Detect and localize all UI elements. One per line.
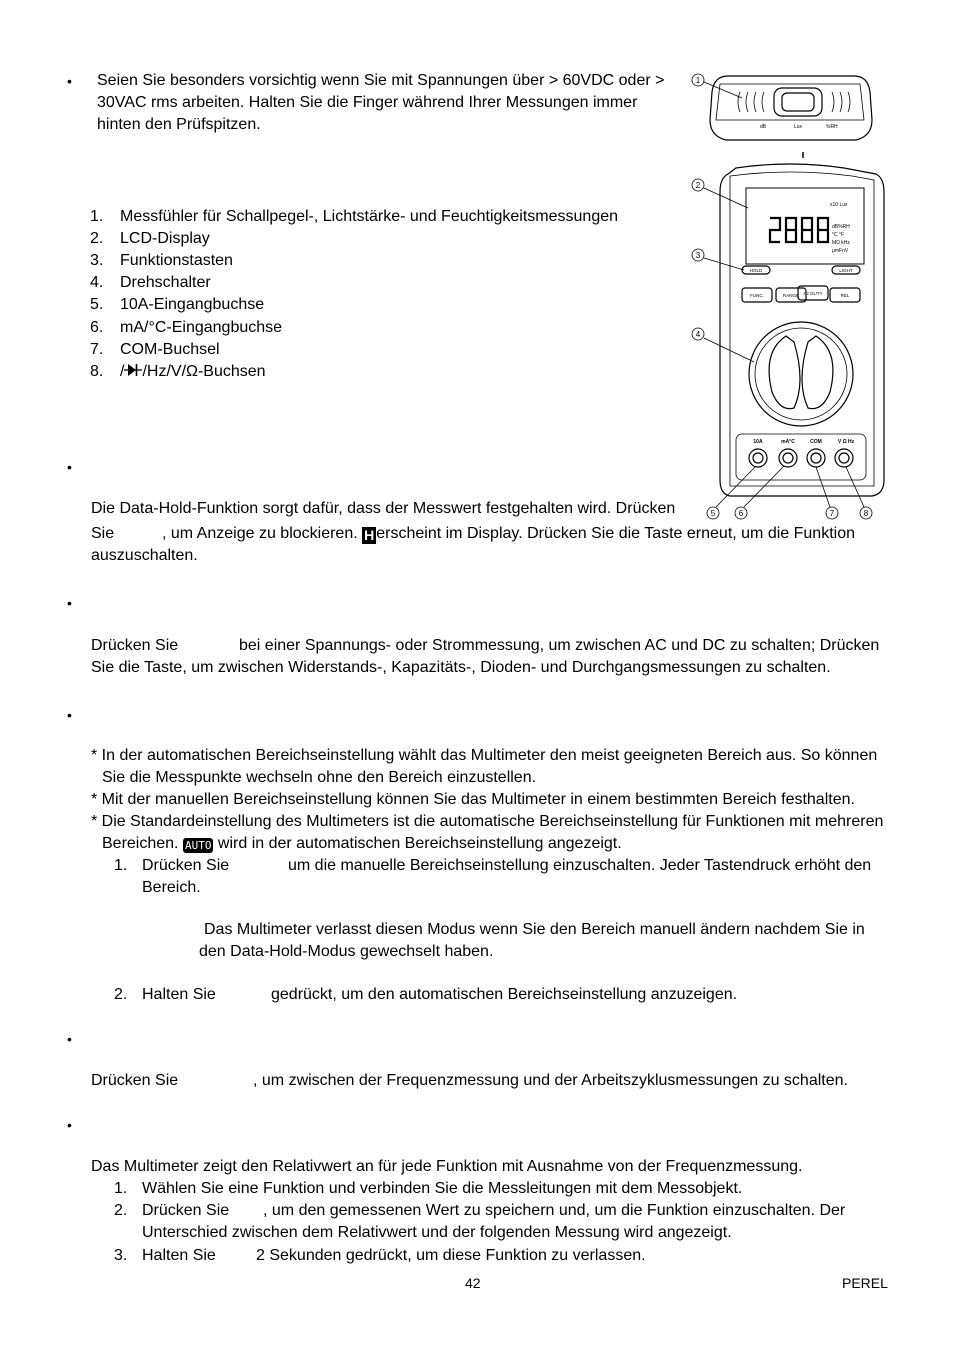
jack-label: V Ω Hz — [837, 439, 855, 445]
rel-step2-b: , um den gemessenen Wert zu speichern und, um die Funktion einzuschalten. Der — [263, 1202, 846, 1219]
callout-4: 4 — [695, 330, 701, 339]
part-number: 8. — [90, 363, 104, 380]
callout-5: 5 — [710, 509, 716, 518]
func-line-1a: Drücken Sie — [91, 637, 179, 654]
callout-2: 2 — [695, 181, 701, 190]
range-step-number: 1. — [114, 857, 128, 874]
range-step1-b: um die manuelle Bereichseinstellung einzuschalten. Jeder Tastendruck erhöht den — [288, 857, 872, 874]
safety-line-3: hinten den Prüfspitzen. — [97, 116, 261, 133]
lcd-unit: dB%RH — [832, 224, 850, 230]
range-c2b: wird in der automatischen Bereichseinstellung angezeigt. — [217, 835, 622, 852]
rel-intro: Das Multimeter zeigt den Relativwert an für jede Funktion mit Ausnahme von der Frequenzmessung. — [91, 1158, 803, 1175]
slash: / — [120, 363, 125, 380]
rel-step3-b: 2 Sekunden gedrückt, um diese Funktion zu verlassen. — [256, 1247, 646, 1264]
button-label: RANGE — [782, 293, 800, 298]
jack-label: mA°C — [781, 439, 795, 445]
range-note-1: Das Multimeter verlasst diesen Modus wenn Sie den Bereich manuell ändern nachdem Sie in — [204, 921, 865, 938]
button-label: REL — [840, 293, 850, 298]
range-line-b1: * Mit der manuellen Bereichseinstellung können Sie das Multimeter in einem bestimmten Bereich festhalten. — [91, 791, 855, 808]
lcd-unit: °C °F — [832, 232, 845, 238]
lcd-digits — [770, 218, 828, 242]
hold-h-symbol: H — [364, 527, 375, 543]
lcd-top-right: x10 Lux — [830, 202, 848, 208]
hz-line-b: , um zwischen der Frequenzmessung und der Arbeitszyklusmessungen zu schalten. — [253, 1072, 848, 1089]
range-c2a: Bereichen. — [102, 835, 179, 852]
auto-symbol: AUTO — [184, 839, 212, 852]
range-line-c1: * Die Standardeinstellung des Multimeters ist die automatische Bereichseinstellung für Funktionen mit mehreren — [91, 813, 884, 830]
bullet: • — [67, 73, 72, 89]
jack-label: COM — [810, 439, 822, 445]
lcd-unit: MΩ kHz — [832, 240, 850, 246]
diode-icon — [124, 363, 142, 377]
rotary-switch — [749, 322, 853, 426]
part-label: Drehschalter — [120, 274, 211, 291]
bullet: • — [67, 707, 72, 723]
range-line-a1: * In der automatischen Bereichseinstellung wählt das Multimeter den meist geeigneten Bereich aus. So können — [91, 747, 878, 764]
part-number: 4. — [90, 274, 104, 291]
jack-v — [835, 449, 853, 467]
part-number: 2. — [90, 230, 104, 247]
rel-step2-c: Unterschied zwischen dem Relativwert und der folgenden Messung wird angezeigt. — [142, 1224, 732, 1241]
jack-com — [807, 449, 825, 467]
part-label: LCD-Display — [120, 230, 210, 247]
footer-brand: PEREL — [842, 1275, 888, 1291]
hold-line-3: auszuschalten. — [91, 547, 198, 564]
multimeter-figure — [676, 62, 900, 522]
bullet: • — [67, 595, 72, 611]
range-step2-a: Halten Sie — [142, 986, 216, 1003]
bullet: • — [67, 459, 72, 475]
part-number: 6. — [90, 319, 104, 336]
sensor-label-db: dB — [760, 124, 767, 130]
part-number: 7. — [90, 341, 104, 358]
part-label-jack — [120, 361, 266, 383]
part-label: mA/°C-Eingangbuchse — [120, 319, 283, 336]
hold-line-1: Die Data-Hold-Funktion sorgt dafür, dass der Messwert festgehalten wird. Drücken — [91, 500, 676, 517]
page-number: 42 — [465, 1275, 481, 1291]
jack-ma — [779, 449, 797, 467]
jack-label: 10A — [753, 439, 763, 445]
rel-step3-a: Halten Sie — [142, 1247, 216, 1264]
callout-1: 1 — [695, 76, 701, 85]
hold-line-2 — [162, 523, 855, 545]
lcd-unit: μmFnV — [832, 248, 849, 254]
part-label: Funktionstasten — [120, 252, 233, 269]
part-number: 3. — [90, 252, 104, 269]
button-label: FUNC. — [750, 293, 764, 298]
callout-8: 8 — [863, 509, 869, 518]
range-step2-b: gedrückt, um den automatischen Bereichseinstellung anzuzeigen. — [271, 986, 738, 1003]
callout-6: 6 — [738, 509, 744, 518]
button-label: Hz DUTY — [803, 291, 823, 296]
button-label: HOLD — [749, 268, 763, 273]
part-label: 10A-Eingangbuchse — [120, 296, 265, 313]
part-label: COM-Buchsel — [120, 341, 220, 358]
safety-line-1: Seien Sie besonders vorsichtig wenn Sie mit Spannungen über > 60VDC oder > — [97, 72, 665, 89]
rel-step1: Wählen Sie eine Funktion und verbinden Sie die Messleitungen mit dem Messobjekt. — [142, 1180, 743, 1197]
rel-step-number: 2. — [114, 1202, 128, 1219]
sensor-label-lux: Lux — [794, 124, 803, 130]
jack-text: /Hz/V/Ω-Buchsen — [142, 363, 266, 380]
range-step1-c: Bereich. — [142, 879, 201, 896]
hold-text-b: , um Anzeige zu blockieren. — [162, 525, 358, 542]
button-label: LIGHT — [839, 268, 853, 273]
sensor-label-rh: %RH — [826, 124, 838, 130]
range-step-number: 2. — [114, 986, 128, 1003]
range-note-2: den Data-Hold-Modus gewechselt haben. — [199, 943, 494, 960]
hz-line-a: Drücken Sie — [91, 1072, 179, 1089]
part-label: Messfühler für Schallpegel-, Lichtstärke- und Feuchtigkeitsmessungen — [120, 208, 619, 225]
hold-line-2a: Sie — [91, 525, 115, 542]
rel-step2-a: Drücken Sie — [142, 1202, 230, 1219]
sensor-head — [710, 76, 872, 140]
hold-text-c: erscheint im Display. Drücken Sie die Taste erneut, um die Funktion — [376, 525, 855, 542]
rel-step-number: 1. — [114, 1180, 128, 1197]
bullet: • — [67, 1117, 72, 1133]
callout-3: 3 — [695, 251, 701, 260]
range-step1-a: Drücken Sie — [142, 857, 230, 874]
sensor-window — [774, 88, 822, 116]
meter-body — [720, 164, 884, 496]
range-line-c2 — [102, 833, 622, 855]
func-line-2: Sie die Taste, um zwischen Widerstands-, Kapazitäts-, Dioden- und Durchgangsmessungen zu schalten. — [91, 659, 831, 676]
jack-10a — [749, 449, 767, 467]
func-line-1b: bei einer Spannungs- oder Strommessung, um zwischen AC und DC zu schalten; Drücken — [239, 637, 880, 654]
safety-line-2: 30VAC rms arbeiten. Halten Sie die Finger während Ihrer Messungen immer — [97, 94, 638, 111]
callout-7: 7 — [829, 509, 835, 518]
part-number: 1. — [90, 208, 104, 225]
range-line-a2: Sie die Messpunkte wechseln ohne den Bereich einzustellen. — [102, 769, 537, 786]
part-number: 5. — [90, 296, 104, 313]
bullet: • — [67, 1031, 72, 1047]
rel-step-number: 3. — [114, 1247, 128, 1264]
